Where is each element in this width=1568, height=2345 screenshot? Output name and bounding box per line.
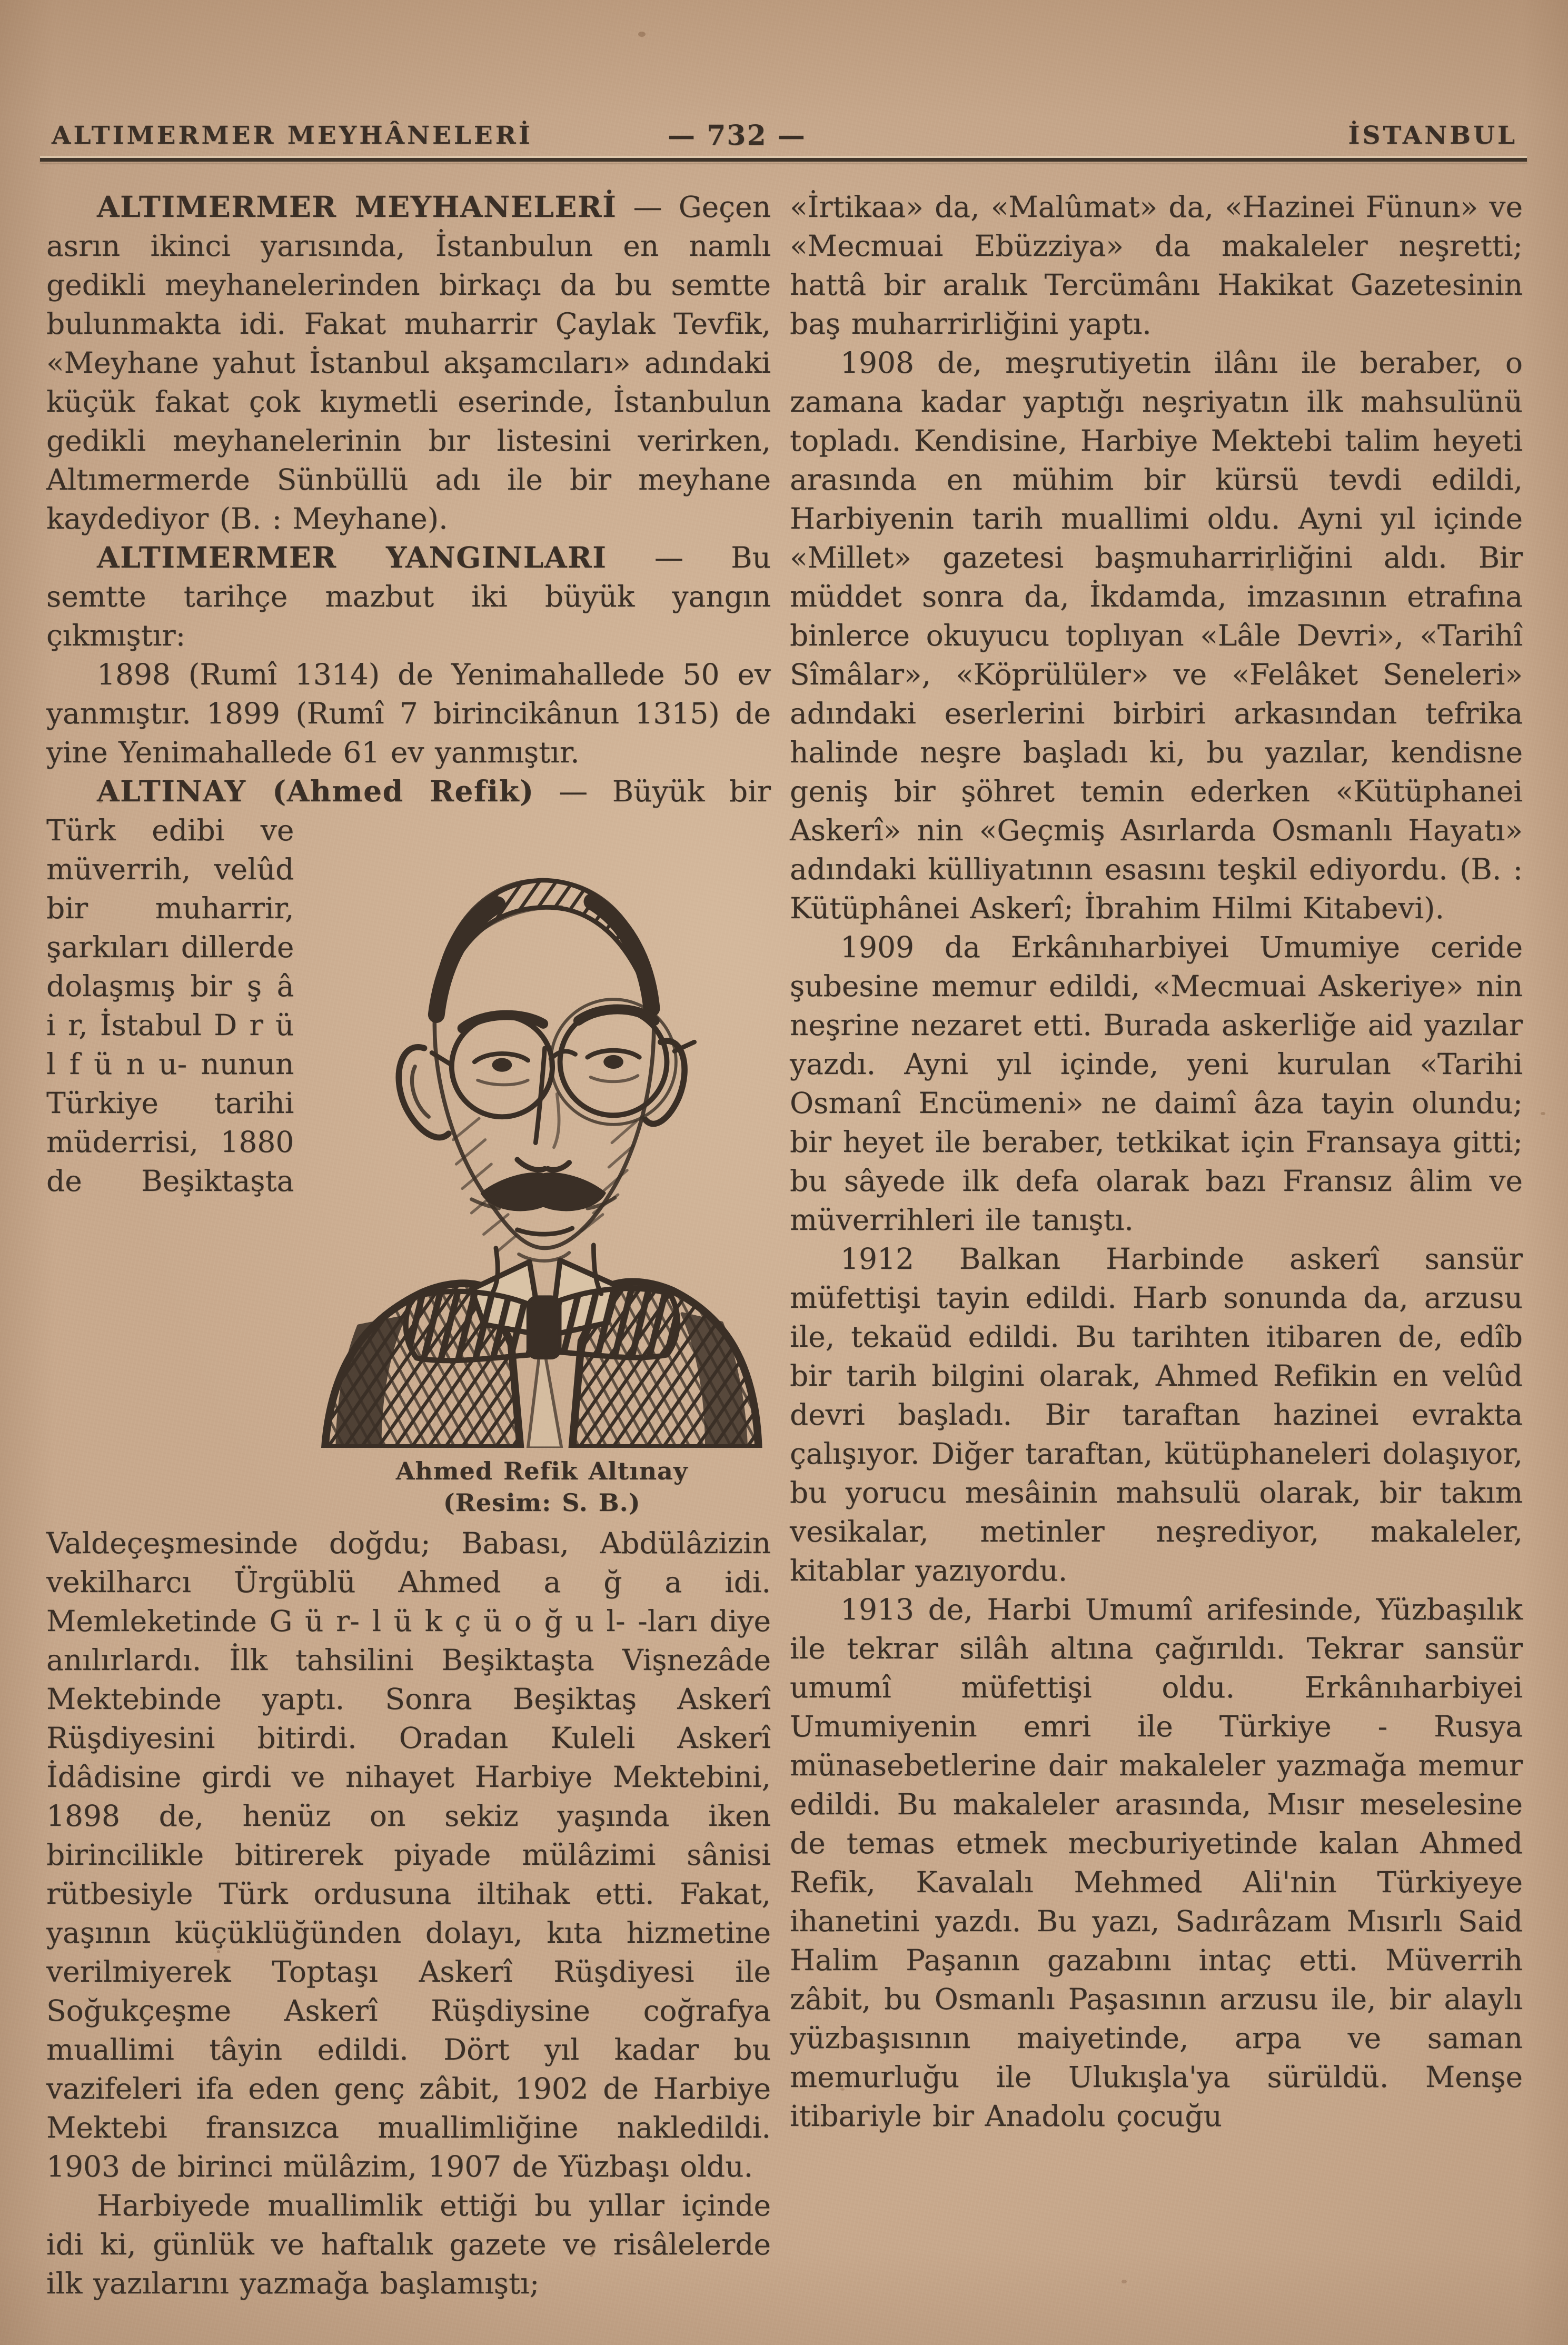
running-title-left: ALTIMERMER MEYHÂNELERİ — [52, 121, 533, 150]
portrait-illustration — [313, 819, 771, 1448]
entry-body-yanginlari: — Bu semtte tarihçe mazbut iki büyük yangın çıkmıştır: — [46, 541, 771, 652]
altinay-text-beside-figure: Türk edibi ve müverrih, velûd bir muharrir, şarkıları dillerde dolaşmış bir ş â i r, İstabul D r ü l f ü n u- nunun Türkiye tarihi müderrisi, 1880 de Beşiktaşta Valdeçeşmesinde doğdu; Babası, Abdülâzizin vekilharcı Ürgüblü Ahmed a ğ a idi. Memleketinde G ü r- l ü k ç ü o ğ u l- — [46, 813, 771, 1638]
entry-altimermer-yanginlari — [46, 538, 771, 655]
right-paragraph-continuation: «İrtikaa» da, «Malûmat» da, «Hazinei Fünun» ve «Mecmuai Ebüzziya» da makaleler neşretti; hattâ bir aralık Tercümânı Hakikat Gazetesinin baş muharrirliğini yaptı. — [790, 190, 1523, 341]
entry-altimermer-meyhaneleri — [46, 187, 771, 538]
entry-altinay — [46, 772, 771, 2186]
page-number: — 732 — — [668, 120, 806, 152]
paper-speck — [1541, 1112, 1545, 1115]
header-rule — [40, 156, 1527, 163]
left-column — [46, 187, 771, 2303]
entry-heading-yanginlari: ALTIMERMER YANGINLARI — [97, 540, 607, 574]
figure-caption-name: Ahmed Refik Altınay — [395, 1457, 688, 1486]
paper-speck — [1122, 2280, 1127, 2283]
altinay-harbiyede-paragraph: Harbiyede muallimlik ettiği bu yıllar içinde idi ki, günlük ve haftalık gazete ve risâlelerde ilk yazılarını yazmağa başlamıştı; — [46, 2189, 771, 2301]
figure-caption-credit: (Resim: S. B.) — [443, 1488, 641, 1517]
portrait-figure — [313, 819, 771, 1518]
right-paragraph-1913: 1913 de, Harbi Umumî arifesinde, Yüzbaşılık ile tekrar silâh altına çağırıldı. Tekrar sansür umumî müfettişi oldu. Erkânıharbiyei Umumiyenin emri ile Türkiye - Rusya münasebetlerine dair makaleler yazmağa memur edildi. Bu makaleler arasında, Mısır meselesine de temas etmek mecburiyetinde kalan Ahmed Refik, Kavalalı Mehmed Ali'nin Türkiyeye ihanetini yazdı. Bu yazı, Sadırâzam Mısırlı Said Halim Paşanın gazabını intaç etti. Müverrih zâbit, bu Osmanlı Paşasının arzusu ile, bir alaylı yüzbaşısının maiyetinde, arpa ve saman memurluğu ile Ulukışla'ya sürüldü. Menşe itibariyle bir Anadolu çocuğu — [790, 1593, 1523, 2133]
running-title-right: İSTANBUL — [1348, 121, 1517, 150]
right-paragraph-1909: 1909 da Erkânıharbiyei Umumiye ceride şubesine memur edildi, «Mecmuai Askeriye» nin neşrine nezaret etti. Burada askerliğe aid yazılar yazdı. Ayni yıl içinde, yeni kurulan «Tarihi Osmanî Encümeni» ne daimî âza tayin olundu; bir heyet ile beraber, tetkikat için Fransaya gitti; bu sâyede ilk defa olarak bazı Fransız âlim ve müverrihleri ile tanıştı. — [790, 930, 1523, 1237]
paper-speck — [638, 32, 646, 37]
altinay-text-after-figure: -ları diye anılırlardı. İlk tahsilini Beşiktaşta Vişnezâde Mektebinde yaptı. Sonra Beşiktaş Askerî Rüşdiyesini bitirdi. Oradan Kuleli Askerî İdâdisine girdi ve nihayet Harbiye Mektebini, 1898 de, henüz on sekiz yaşında iken birincilikle bitirerek piyade mülâzimi sânisi rütbesiyle Türk ordusuna iltihak etti. Fakat, yaşının küçüklüğünden dolayı, kıta hizmetine verilmiyerek Toptaşı Askerî Rüşdiyesi ile Soğukçeşme Askerî Rüşdiysine coğrafya muallimi tâyin edildi. Dört yıl kadar bu vazifeleri ifa eden genç zâbit, 1902 de Harbiye Mektebi fransızca muallimliğine nakledildi. 1903 de birinci mülâzim, 1907 de Yüzbaşı oldu. — [46, 1604, 771, 2184]
entry-heading-altinay: ALTINAY (Ahmed Refik) — [97, 774, 534, 808]
entry-body-meyhaneleri: — Geçen asrın ikinci yarısında, İstanbulun en namlı gedikli meyhanelerinden birkaçı da bu semtte bulunmakta idi. Fakat muharrir Çaylak Tevfik, «Meyhane yahut İstanbul akşamcıları» adındaki küçük fakat çok kıymetli eserinde, İstanbulun gedikli meyhanelerinin bır listesini verirken, Altımermerde Sünbüllü adı ile bir meyhane kaydediyor (B. : Meyhane). — [46, 190, 771, 535]
yangin-detail-paragraph: 1898 (Rumî 1314) de Yenimahallede 50 ev yanmıştır. 1899 (Rumî 7 birincikânun 1315) de yine Yenimahallede 61 ev yanmıştır. — [46, 658, 771, 769]
altinay-lead-text: — Büyük bir — [559, 774, 771, 808]
right-paragraph-1908: 1908 de, meşrutiyetin ilânı ile beraber, o zamana kadar yaptığı neşriyatın ilk mahsulünü topladı. Kendisine, Harbiye Mektebi talim heyeti arasında en mühim bir kürsü tevdi edildi, Harbiyenin tarih muallimi oldu. Ayni yıl içinde «Millet» gazetesi başmuharrirliğini aldı. Bir müddet sonra da, İkdamda, imzasının etrafına binlerce okuyucu toplıyan «Lâle Devri», «Tarihî Sîmâlar», «Köprülüler» ve «Felâket Seneleri» adındaki eserlerini birbiri arkasından tefrika halinde neşre başladı ki, bu yazılar, kendisne geniş bir şöhret temin ederken «Kütüphanei Askerî» nin «Geçmiş Asırlarda Osmanlı Hayatı» adındaki külliyatının esasını teşkil ediyordu. (B. : Kütüphânei Askerî; İbrahim Hilmi Kitabevi). — [790, 346, 1523, 925]
entry-heading-meyhaneleri: ALTIMERMER MEYHANELERİ — [97, 190, 617, 224]
right-column — [790, 187, 1523, 2135]
right-paragraph-1912: 1912 Balkan Harbinde askerî sansür müfettişi tayin edildi. Harb sonunda da, arzusu ile, tekaüd edildi. Bu tarihten itibaren de, edîb bir tarih bilgini olarak, Ahmed Refikin en velûd devri başladı. Bir taraftan hazinei evrakta çalışıyor. Diğer taraftan, kütüphaneleri dolaşıyor, bu yorucu mesâinin mahsulü olarak, bir takım vesikalar, metinler neşrediyor, makaleler, kitablar yazıyordu. — [790, 1242, 1523, 1587]
